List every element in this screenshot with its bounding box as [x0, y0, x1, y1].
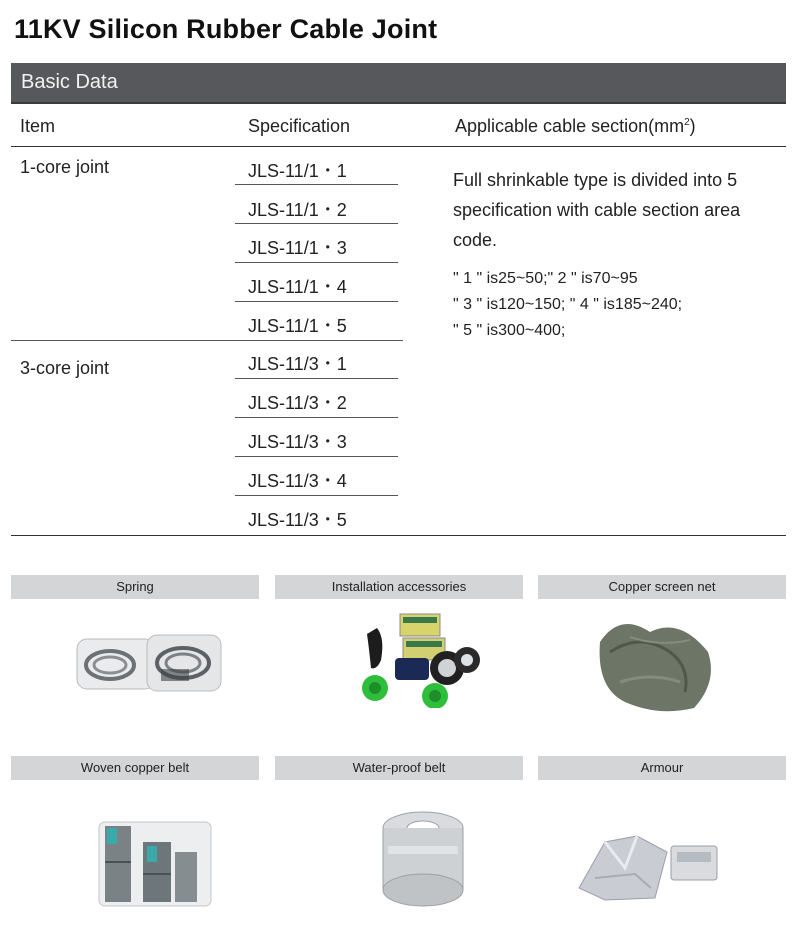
row-divider — [235, 184, 398, 185]
accessory-label-armour: Armour — [538, 756, 786, 780]
spring-photo — [75, 625, 225, 705]
code-line: " 5 " is300~400; — [453, 322, 566, 339]
row-divider — [235, 301, 398, 302]
spec-cell: JLS-11/3・5 — [248, 510, 347, 530]
spec-cell: JLS-11/3・1 — [248, 354, 347, 374]
accessory-label-copper-screen-net: Copper screen net — [538, 575, 786, 599]
group-divider — [11, 340, 403, 341]
woven-copper-belt-photo — [95, 812, 215, 912]
spec-cell: JLS-11/1・2 — [248, 200, 347, 220]
row-divider — [235, 417, 398, 418]
spec-cell: JLS-11/1・3 — [248, 238, 347, 258]
group-label-1-core: 1-core joint — [20, 157, 110, 177]
table-bottom-divider — [11, 535, 786, 536]
column-header-item: Item — [20, 116, 56, 136]
accessory-label-woven-copper-belt: Woven copper belt — [11, 756, 259, 780]
accessory-label-water-proof-belt: Water-proof belt — [275, 756, 523, 780]
accessory-label-spring: Spring — [11, 575, 259, 599]
section-header-bar — [11, 63, 786, 104]
spec-cell: JLS-11/1・4 — [248, 277, 347, 297]
row-divider — [235, 495, 398, 496]
accessory-label-installation-accessories: Installation accessories — [275, 575, 523, 599]
spec-cell: JLS-11/1・1 — [248, 161, 347, 181]
armour-photo — [575, 828, 725, 904]
group-label-3-core: 3-core joint — [20, 358, 110, 378]
code-line: " 1 " is25~50;" 2 " is70~95 — [453, 270, 638, 287]
row-divider — [235, 378, 398, 379]
section-codes — [453, 266, 783, 344]
row-divider — [235, 223, 398, 224]
spec-cell: JLS-11/1・5 — [248, 316, 347, 336]
column-header-specification: Specification — [248, 116, 351, 136]
row-divider — [235, 456, 398, 457]
section-description: Full shrinkable type is divided into 5 specification with cable section area code. — [453, 170, 741, 250]
spec-cell: JLS-11/3・2 — [248, 393, 347, 413]
spec-cell: JLS-11/3・3 — [248, 432, 347, 452]
copper-screen-net-photo — [590, 612, 720, 716]
row-divider — [235, 262, 398, 263]
spec-cell: JLS-11/3・4 — [248, 471, 347, 491]
column-header-cable-section: Applicable cable $section(mm^2)$ — [455, 116, 696, 136]
code-line: " 3 " is120~150; " 4 " is185~240; — [453, 296, 683, 313]
water-proof-belt-photo — [378, 806, 468, 912]
installation-accessories-photo — [355, 608, 490, 708]
page-title: 11KV Silicon Rubber Cable Joint — [14, 14, 438, 44]
section-title: Basic Data — [21, 71, 118, 93]
table-header-divider — [11, 146, 786, 147]
